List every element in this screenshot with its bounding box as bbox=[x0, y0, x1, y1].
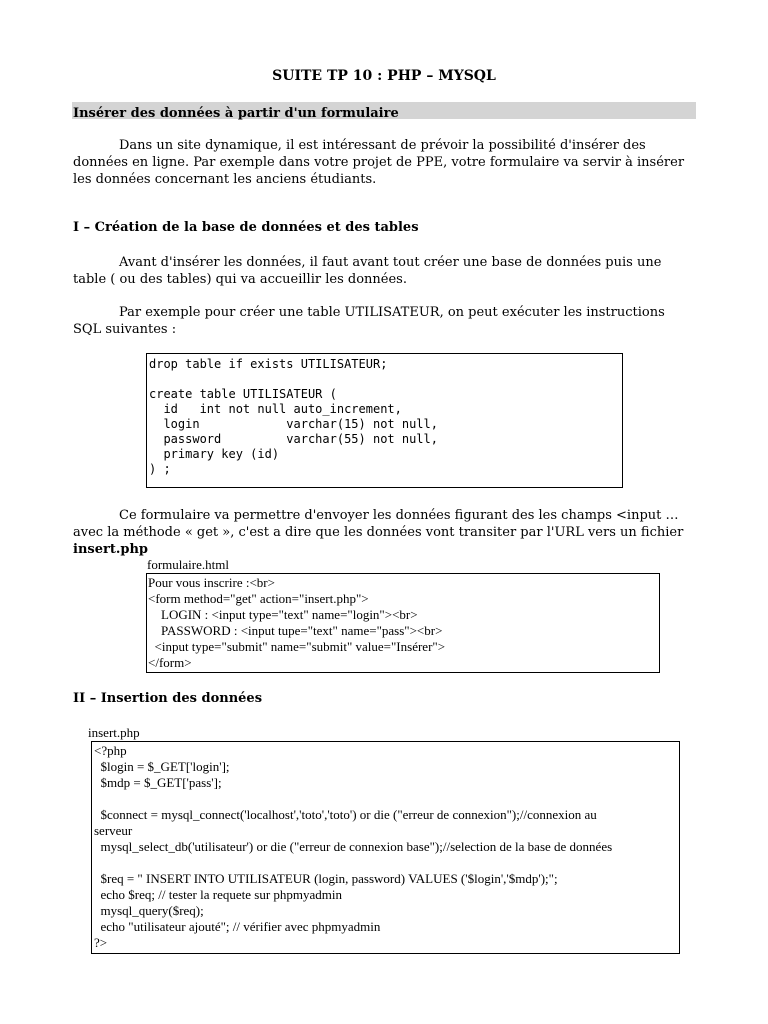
form-code-box bbox=[146, 573, 660, 673]
paragraph-3-text: Ce formulaire va permettre d'envoyer les données figurant des les champs <input … avec la méthode « get », c'est a dire que les données vont transiter par l'URL vers un fichier bbox=[73, 508, 684, 540]
section-band bbox=[72, 102, 696, 119]
section1-heading: I – Création de la base de données et des tables bbox=[73, 220, 419, 235]
section1-paragraph-3 bbox=[73, 507, 693, 558]
form-file-label: formulaire.html bbox=[147, 557, 229, 572]
php-code: <?php $login = $_GET['login']; $mdp = $_GET['pass']; $connect = mysql_connect('localhost','toto','toto') or die ("erreur de connexion");//connexion au serveur mysql_select_db('utilisateur') or die ("erreur de connexion base");//selection de la base de données $req = " INSERT INTO UTILISATEUR (login, password) VALUES ('$login','$mdp');"; echo $req; // tester la requete sur phpmyadmin mysql_query($req); echo "utilisateur ajouté"; // vérifier avec phpmyadmin ?> bbox=[94, 743, 613, 950]
insert-php-filename: insert.php bbox=[73, 542, 148, 557]
section-band-label: Insérer des données à partir d'un formulaire bbox=[73, 106, 399, 121]
document-title: SUITE TP 10 : PHP – MYSQL bbox=[272, 68, 496, 84]
section1-paragraph-1: Avant d'insérer les données, il faut avant tout créer une base de données puis une table ( ou des tables) qui va accueillir les données. bbox=[73, 255, 662, 287]
section2-heading: II – Insertion des données bbox=[73, 691, 263, 706]
php-code-box bbox=[91, 741, 680, 954]
sql-code: drop table if exists UTILISATEUR; create table UTILISATEUR ( id int not null auto_increment, login varchar(15) not null, password varchar(55) not null, primary key (id) ) ; bbox=[149, 357, 438, 476]
form-code: Pour vous inscrire :<br> <form method="get" action="insert.php"> LOGIN : <input type="text" name="login"><br> PASSWORD : <input tupe="text" name="pass"><br> <input type="submit" name="submit" value="Insérer"> </form> bbox=[148, 575, 446, 670]
sql-code-box bbox=[146, 353, 623, 488]
intro-paragraph: Dans un site dynamique, il est intéressant de prévoir la possibilité d'insérer des données en ligne. Par exemple dans votre projet de PPE, votre formulaire va servir à insérer les données concernant les anciens étudiants. bbox=[73, 138, 685, 187]
section1-paragraph-2: Par exemple pour créer une table UTILISATEUR, on peut exécuter les instructions SQL suivantes : bbox=[73, 305, 665, 337]
php-file-label: insert.php bbox=[88, 725, 140, 740]
